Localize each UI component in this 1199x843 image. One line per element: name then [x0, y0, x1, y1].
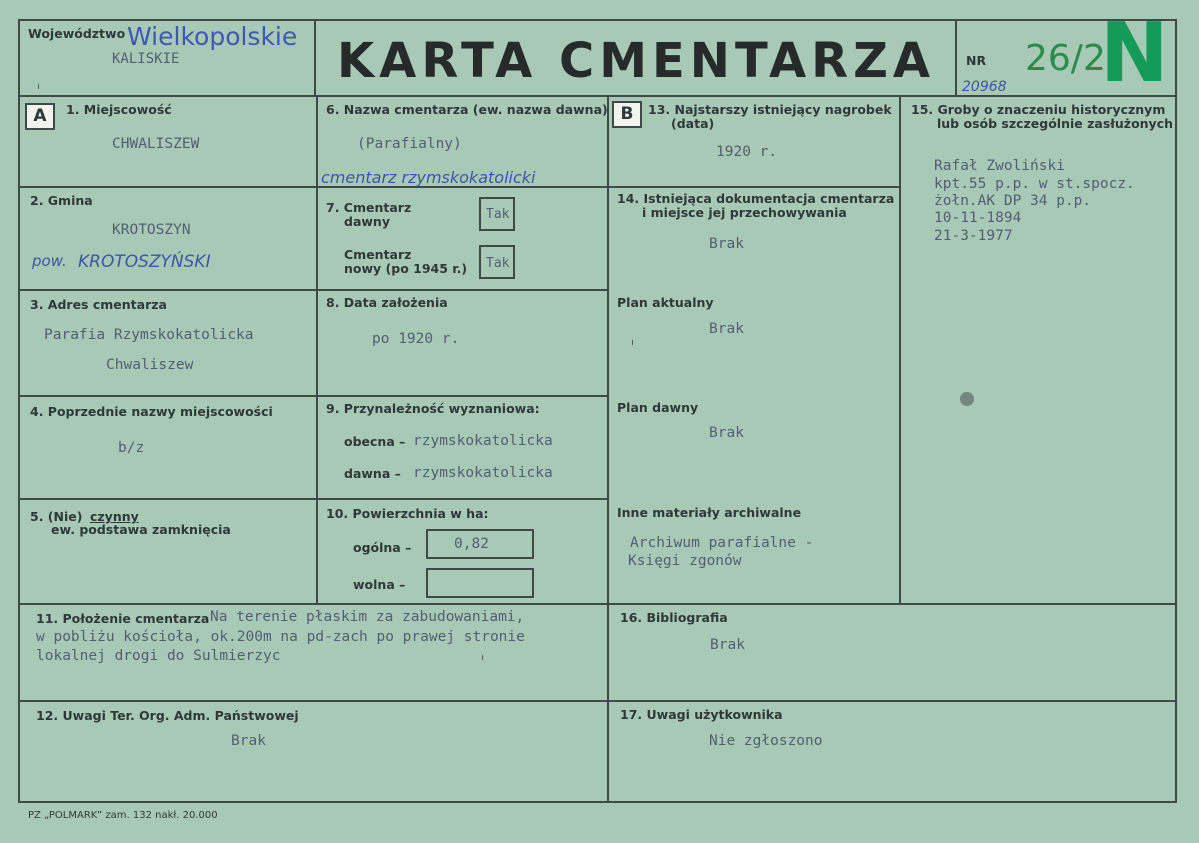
nr-label: NR: [966, 53, 987, 68]
f2-hand-prefix: pow.: [32, 252, 67, 270]
wojewodztwo-stamp: Wielkopolskie: [127, 22, 298, 51]
f11-line2: w pobliżu kościoła, ok.200m na pd-zach po prawej stronie: [36, 629, 525, 645]
f1-value: CHWALISZEW: [112, 136, 200, 152]
f15-label-line1: 15. Groby o znaczeniu historycznym: [911, 102, 1166, 117]
plan-aktualny-label: Plan aktualny: [617, 295, 714, 310]
f10-ogolna-label: ogólna –: [353, 540, 412, 555]
ink-smudge: [960, 392, 974, 406]
printer-imprint: PZ „POLMARK” zam. 132 nakł. 20.000: [28, 810, 218, 821]
f8-value: po 1920 r.: [372, 331, 460, 347]
f14-value: Brak: [709, 236, 744, 252]
section-a-marker: A: [25, 103, 55, 130]
f10-label: 10. Powierzchnia w ha:: [326, 506, 489, 521]
f13-value: 1920 r.: [716, 144, 778, 160]
rule-5: [18, 603, 1177, 605]
f7-dawny-value: Tak: [486, 207, 510, 222]
f7-nowy-box: [479, 245, 515, 279]
col-divider-1: [316, 95, 318, 605]
f11-line3: lokalnej drogi do Sulmierzyc: [36, 648, 281, 664]
frame-right: [1175, 19, 1177, 803]
f3-line1: Parafia Rzymskokatolicka: [44, 327, 254, 343]
f15-line: 10-11-1894: [934, 210, 1022, 226]
f6-hand: cmentarz rzymskokatolicki: [321, 168, 536, 187]
f6-typed: (Parafialny): [357, 136, 462, 152]
card-title: KARTA CMENTARZA: [336, 33, 936, 89]
f16-label: 16. Bibliografia: [620, 610, 728, 625]
f4-value: b/z: [118, 440, 145, 456]
frame-left: [18, 19, 20, 803]
plan-dawny-label: Plan dawny: [617, 400, 699, 415]
f14-label-line2: i miejsce jej przechowywania: [642, 205, 847, 220]
f10-ogolna-value: 0,82: [454, 536, 489, 552]
scan-mark: [632, 340, 633, 345]
inne-line2: Księgi zgonów: [628, 553, 742, 569]
f16-value: Brak: [710, 637, 745, 653]
big-letter-mark: N: [1100, 6, 1169, 101]
f3-label: 3. Adres cmentarza: [30, 297, 167, 312]
nr-value: 26/2: [1025, 38, 1106, 79]
f10-ogolna-box: [426, 529, 534, 559]
scan-mark: [482, 655, 483, 660]
rule-2: [18, 289, 608, 291]
col-divider-2: [607, 95, 609, 803]
f2-hand-value: KROTOSZYŃSKI: [78, 252, 211, 272]
rule-6: [18, 700, 1177, 702]
f8-label: 8. Data założenia: [326, 295, 448, 310]
f12-value: Brak: [231, 733, 266, 749]
wojewodztwo-typed: KALISKIE: [112, 51, 180, 67]
f15-line: żołn.AK DP 34 p.p.: [934, 193, 1092, 209]
f7-dawny-line2: dawny: [344, 214, 390, 229]
f15-line: kpt.55 p.p. w st.spocz.: [934, 176, 1135, 192]
rule-4: [18, 498, 608, 500]
f15-line: 21-3-1977: [934, 228, 1013, 244]
f9-label: 9. Przynależność wyznaniowa:: [326, 401, 540, 416]
f6-label: 6. Nazwa cmentarza (ew. nazwa dawna): [326, 102, 608, 117]
f9-dawna-value: rzymskokatolicka: [413, 465, 553, 481]
f2-label: 2. Gmina: [30, 193, 93, 208]
rule-b1: [609, 186, 900, 188]
f11-label: 11. Położenie cmentarza: [36, 611, 210, 626]
wojewodztwo-label: Województwo: [28, 26, 126, 41]
f13-label-line2: (data): [671, 116, 715, 131]
col-divider-3: [899, 95, 901, 605]
f1-label: 1. Miejscowość: [66, 102, 172, 117]
plan-dawny-value: Brak: [709, 425, 744, 441]
plan-aktualny-value: Brak: [709, 321, 744, 337]
inne-label: Inne materiały archiwalne: [617, 505, 802, 520]
rule-3: [18, 395, 608, 397]
frame-top: [18, 19, 1177, 21]
section-b-marker: B: [612, 101, 642, 128]
f15-line: Rafał Zwoliński: [934, 158, 1065, 174]
f7-nowy-line2: nowy (po 1945 r.): [344, 261, 468, 276]
f3-line2: Chwaliszew: [106, 357, 194, 373]
f11-line1: Na terenie płaskim za zabudowaniami,: [210, 609, 525, 625]
f15-label-line2: lub osób szczególnie zasłużonych: [937, 116, 1174, 131]
frame-bottom: [18, 801, 1177, 803]
f17-label: 17. Uwagi użytkownika: [620, 707, 783, 722]
inne-line1: Archiwum parafialne -: [630, 535, 814, 551]
f7-nowy-value: Tak: [486, 256, 510, 271]
f10-wolna-box: [426, 568, 534, 598]
f9-dawna-label: dawna –: [344, 466, 401, 481]
f10-wolna-label: wolna –: [353, 577, 406, 592]
f5-label-czynny: czynny: [90, 509, 139, 524]
f7-dawny-line1: 7. Cmentarz: [326, 200, 412, 215]
f7-nowy-line1: Cmentarz: [344, 247, 412, 262]
f2-value: KROTOSZYN: [112, 222, 191, 238]
f12-label: 12. Uwagi Ter. Org. Adm. Państwowej: [36, 708, 299, 723]
f9-obecna-label: obecna –: [344, 434, 406, 449]
f9-obecna-value: rzymskokatolicka: [413, 433, 553, 449]
f4-label: 4. Poprzednie nazwy miejscowości: [30, 404, 273, 419]
f17-value: Nie zgłoszono: [709, 733, 823, 749]
f14-label-line1: 14. Istniejąca dokumentacja cmentarza: [617, 191, 895, 206]
f5-label-line2: ew. podstawa zamknięcia: [51, 522, 231, 537]
nr-sub: 20968: [962, 79, 1007, 95]
f13-label-line1: 13. Najstarszy istniejący nagrobek: [648, 102, 892, 117]
scan-mark: [38, 84, 39, 89]
f7-dawny-box: [479, 197, 515, 231]
f5-label-prefix: 5. (Nie): [30, 509, 83, 524]
